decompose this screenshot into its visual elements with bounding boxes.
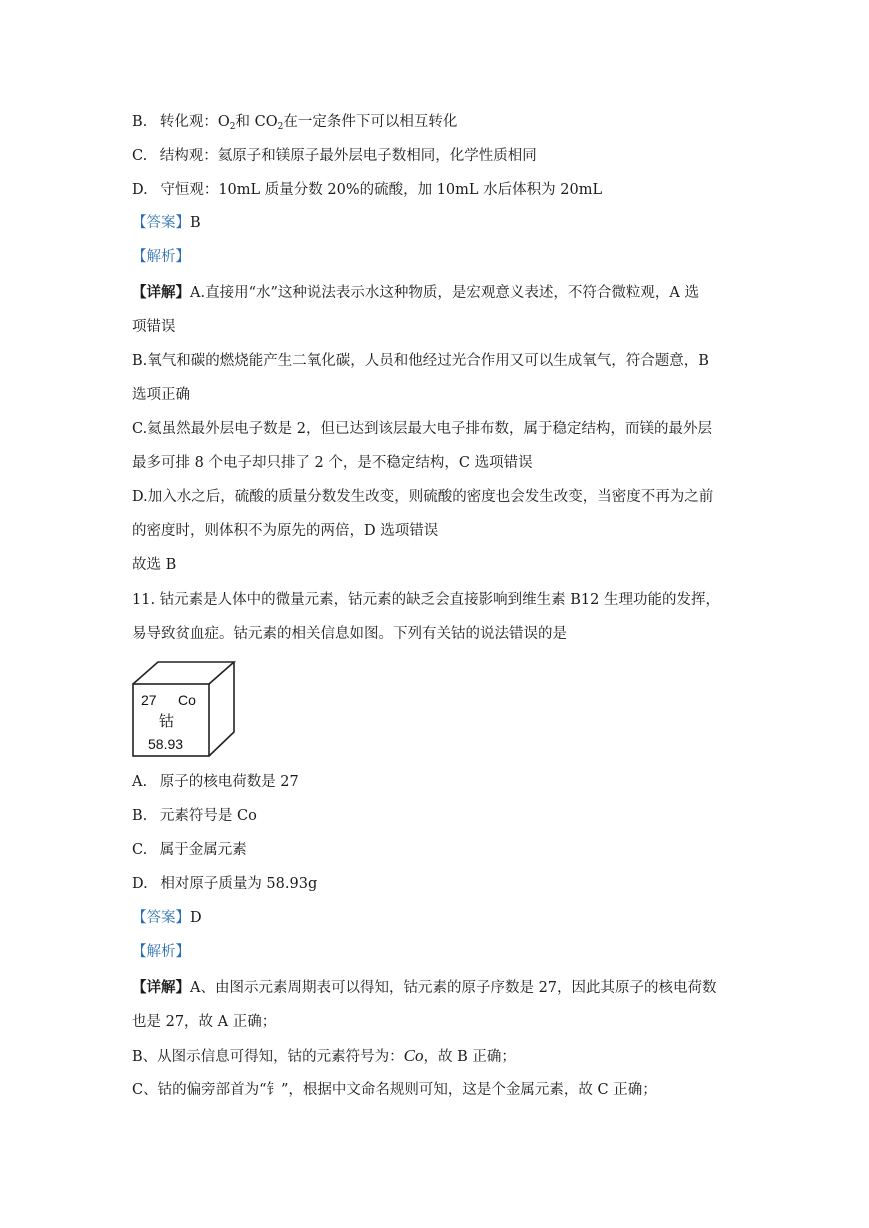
analysis-heading: 【解析】 bbox=[132, 944, 190, 960]
detail-line: 【详解】A、由图示元素周期表可以得知，钴元素的原子序数是 27，因此其原子的核电荷数 bbox=[132, 979, 717, 996]
option-c: C. 属于金属元素 bbox=[132, 842, 247, 858]
option-a: A. 原子的核电荷数是 27 bbox=[132, 774, 299, 790]
option-b: B. 元素符号是 Co bbox=[132, 808, 257, 824]
answer: 【答案】D bbox=[132, 910, 202, 926]
detail-line-b: B、从图示信息可得知，钴的元素符号为：Co，故 B 正确； bbox=[132, 1046, 516, 1065]
option-b-prev: B. 转化观：$O_2$和 $CO_2$在一定条件下可以相互转化 bbox=[132, 114, 458, 132]
analysis-heading-prev: 【解析】 bbox=[132, 249, 190, 265]
option-d-prev: D. 守恒观：10mL 质量分数 20%的硫酸，加 10mL 水后体积为 20mL bbox=[132, 182, 603, 198]
detail-line-prev: B.氧气和碳的燃烧能产生二氧化碳，人员和他经过光合作用又可以生成氧气，符合题意，B bbox=[132, 353, 709, 369]
detail-line-prev: D.加入水之后，硫酸的质量分数发生改变，则硫酸的密度也会发生改变，当密度不再为之前 bbox=[132, 489, 714, 505]
answer-prev: 【答案】B bbox=[132, 215, 201, 231]
detail-line-prev: C.氦虽然最外层电子数是 2，但已达到该层最大电子排布数，属于稳定结构，而镁的最外层 bbox=[132, 421, 713, 437]
element-card-figure bbox=[128, 660, 240, 760]
atomic-number: 27 bbox=[141, 692, 157, 708]
question-11-stem: 易导致贫血症。钴元素的相关信息如图。下列有关钴的说法错误的是 bbox=[132, 626, 567, 642]
detail-line-prev: 项错误 bbox=[132, 319, 176, 335]
question-11-stem: 11. 钴元素是人体中的微量元素，钴元素的缺乏会直接影响到维生素 B12 生理功能的发挥， bbox=[132, 592, 720, 608]
element-symbol: Co bbox=[178, 692, 196, 708]
atomic-mass: 58.93 bbox=[148, 736, 184, 752]
conclusion-prev: 故选 B bbox=[132, 557, 177, 573]
detail-line-prev: 【详解】A.直接用“水”这种说法表示水这种物质，是宏观意义表述，不符合微粒观，A 选 bbox=[132, 284, 699, 301]
detail-line-prev: 最多可排 8 个电子却只排了 2 个，是不稳定结构，C 选项错误 bbox=[132, 455, 533, 471]
detail-line-c: C、钴的偏旁部首为“钅”，根据中文命名规则可知，这是个金属元素，故 C 正确； bbox=[132, 1082, 657, 1098]
detail-line-prev: 选项正确 bbox=[132, 387, 190, 403]
element-name: 钴 bbox=[159, 712, 175, 730]
option-d: D. 相对原子质量为 58.93g bbox=[132, 876, 318, 892]
detail-line: 也是 27，故 A 正确； bbox=[132, 1014, 277, 1030]
detail-line-prev: 的密度时，则体积不为原先的两倍，D 选项错误 bbox=[132, 523, 439, 539]
option-c-prev: C. 结构观：氦原子和镁原子最外层电子数相同，化学性质相同 bbox=[132, 148, 537, 164]
